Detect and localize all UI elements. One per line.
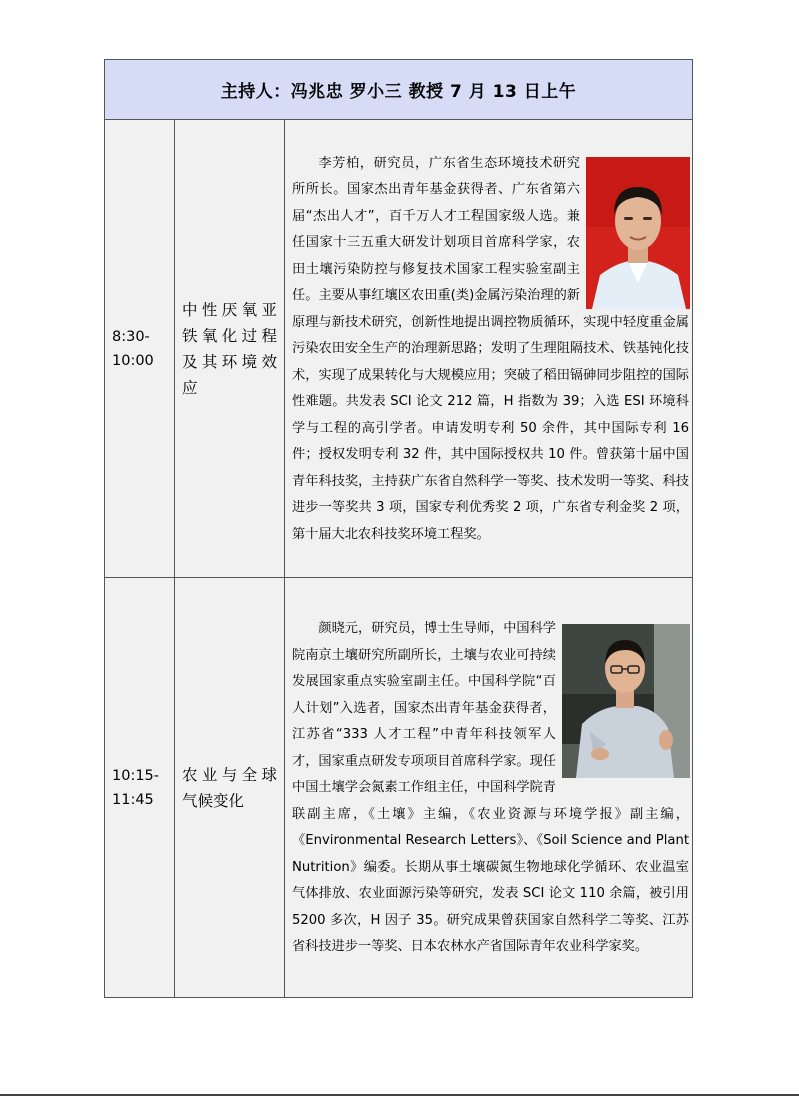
page-bottom-rule [0, 1094, 799, 1096]
session-row [105, 578, 693, 998]
session-host-header: 主持人：冯兆忠 罗小三 教授 7 月 13 日上午 [105, 60, 693, 120]
session-time: 8:30-10:00 [105, 120, 175, 578]
speaker-photo [562, 624, 690, 778]
speaker-bio-cell [285, 578, 693, 998]
topic-line: 应 [182, 378, 198, 397]
session-topic [175, 578, 285, 998]
speaker-photo [586, 157, 690, 309]
speaker-bio: 李芳柏，研究员，广东省生态环境技术研究所所长。国家杰出青年基金获得者、广东省第六届“杰出人才”，百千万人才工程国家级人选。兼任国家十三五重大研发计划项目首席科学家，农田土壤污染防控与修复技术国家工程实验室副主任。主要从事红壤区农田重(类)金属污染治理的新原理与新技术研究，创新性地提出调控物质循环，实现中轻度重金属污染农田安全生产的治理新思路；发明了生理阻隔技术、铁基钝化技术，实现了成果转化与大规模应用；突破了稻田镉砷同步阻控的国际性难题。共发表 SCI 论文 212 篇，H 指数为 39；入选 ESI 环境科学与工程的高引学者。申请发明专利 50 余件，其中国际专利 16 件；授权发明专利 32 件，其中国际授权共 10 件。曾获第十届中国青年科技奖，主持获广东省自然科学一等奖、技术发明一等奖、科技进步一等奖共 3 项，国家专利优秀奖 2 项，广东省专利金奖 2 项，第十届大北农科技奖环境工程奖。 [292, 155, 689, 542]
topic-line: 铁氧化过程 [182, 326, 277, 345]
topic-line: 农业与全球 [182, 765, 277, 784]
session-topic [175, 120, 285, 578]
speaker-bio: 颜晓元，研究员，博士生导师，中国科学院南京土壤研究所副所长，土壤与农业可持续发展国家重点实验室副主任。中国科学院“百人计划”入选者，国家杰出青年基金获得者，江苏省“333 人才工程”中青年科技领军人才，国家重点研发专项项目首席科学家。现任中国土壤学会氮素工作组主任，中国科学院青联副主席，《土壤》主编，《农业资源与环境学报》副主编，《Environmental Research Letters》、《Soil Science and Plant Nutrition》编委。长期从事土壤碳氮生物地球化学循环、农业温室气体排放、农业面源污染等研究，发表 SCI 论文 110 余篇，被引用 5200 多次，H 因子 35。研究成果曾获国家自然科学二等奖、江苏省科技进步一等奖、日本农林水产省国际青年农业科学家奖。 [292, 621, 689, 955]
speaker-bio-cell [285, 120, 693, 578]
schedule-table [104, 59, 693, 998]
session-row [105, 120, 693, 578]
topic-line: 气候变化 [182, 791, 245, 810]
topic-line: 中性厌氧亚 [182, 300, 277, 319]
topic-line: 及其环境效 [182, 352, 277, 371]
header-row [105, 60, 693, 120]
session-time: 10:15-11:45 [105, 578, 175, 998]
